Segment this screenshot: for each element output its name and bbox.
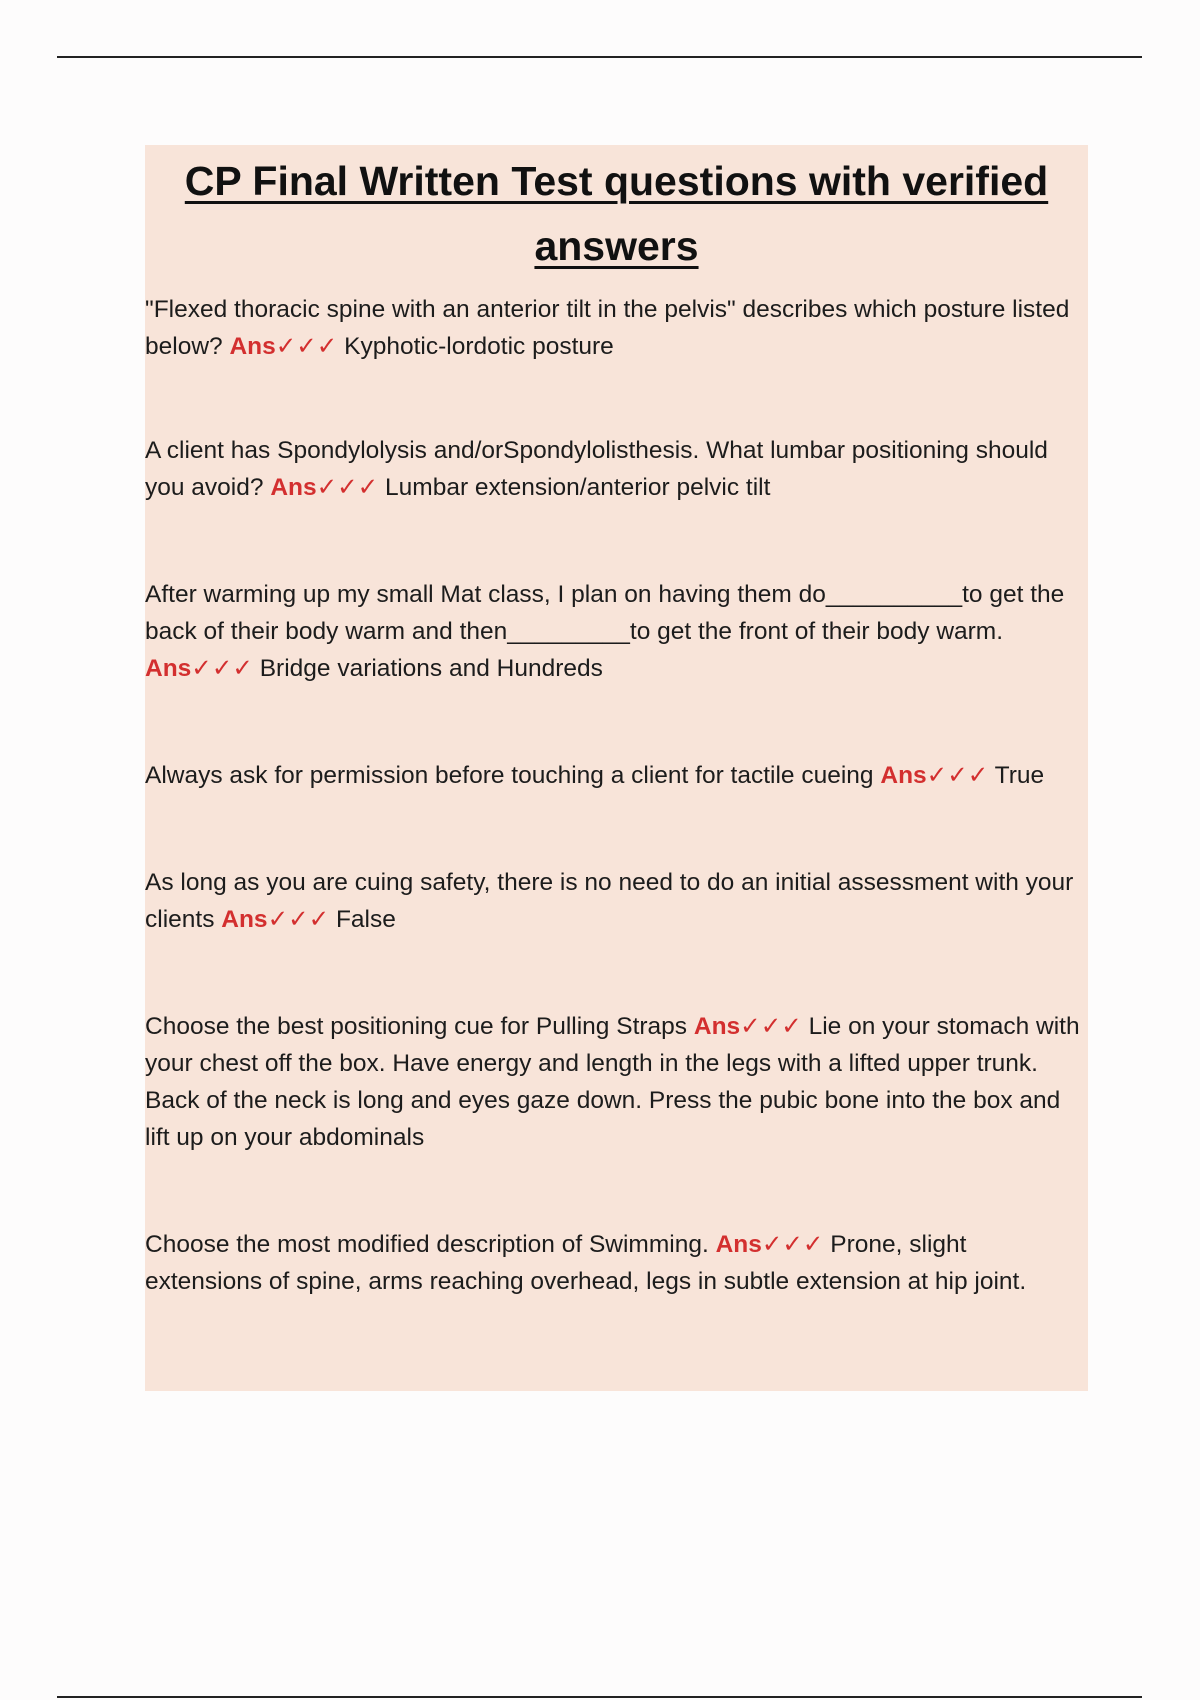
- answer-text: Prone, slight extensions of spine, arms reaching overhead, legs in subtle extension at hip joint.: [145, 1231, 1027, 1295]
- question-text: After warming up my small Mat class, I plan on having them do__________to get the back of their body warm and then_________to get the front of their body warm.: [145, 581, 1065, 645]
- answer-text: Lumbar extension/anterior pelvic tilt: [385, 474, 771, 501]
- answer-text: Lie on your stomach with your chest off the box. Have energy and length in the legs with a lifted upper trunk. Back of the neck is long and eyes gaze down. Press the pubic bone into the box and lift up on your abdominals: [145, 1013, 1080, 1151]
- check-icon: ✓✓✓: [191, 655, 253, 682]
- spacer: [145, 506, 1088, 576]
- answer-text: False: [335, 906, 396, 933]
- answer-text: Bridge variations and Hundreds: [259, 655, 603, 682]
- check-icon: ✓✓✓: [267, 906, 330, 933]
- check-icon: ✓✓✓: [740, 1013, 802, 1040]
- document-content: [145, 145, 1088, 1391]
- question-text: Always ask for permission before touching a client for tactile cueing: [145, 762, 874, 789]
- check-icon: ✓✓✓: [761, 1231, 824, 1258]
- spacer: [145, 687, 1088, 757]
- qa-item-1: [145, 291, 1088, 365]
- answer-marker: Ans: [229, 333, 276, 360]
- header-rule: [57, 56, 1142, 58]
- spacer: [145, 1156, 1088, 1226]
- question-text: A client has Spondylolysis and/orSpondylolisthesis. What lumbar positioning should you avoid?: [145, 437, 1048, 501]
- spacer: [145, 938, 1088, 1008]
- spacer: [145, 794, 1088, 864]
- question-text: Choose the best positioning cue for Pulling Straps: [145, 1013, 688, 1040]
- footer-rule: [57, 1696, 1142, 1698]
- check-icon: ✓✓✓: [316, 474, 379, 501]
- check-icon: ✓✓✓: [275, 333, 338, 360]
- qa-item-5: [145, 864, 1088, 938]
- answer-text: True: [994, 762, 1045, 789]
- answer-text: Kyphotic-lordotic posture: [344, 333, 614, 360]
- answer-marker: Ans: [221, 906, 268, 933]
- answer-marker: Ans: [715, 1231, 762, 1258]
- qa-item-6: [145, 1008, 1088, 1156]
- answer-marker: Ans: [270, 474, 317, 501]
- answer-marker: Ans: [880, 762, 927, 789]
- qa-item-2: [145, 432, 1088, 506]
- question-text: "Flexed thoracic spine with an anterior tilt in the pelvis" describes which posture listed below?: [145, 296, 1070, 360]
- qa-item-7: [145, 1226, 1088, 1300]
- document-title: CP Final Written Test questions with verified answers: [184, 158, 1049, 269]
- question-text: As long as you are cuing safety, there is no need to do an initial assessment with your clients: [145, 869, 1074, 933]
- answer-marker: Ans: [693, 1013, 741, 1040]
- check-icon: ✓✓✓: [926, 762, 989, 789]
- question-text: Choose the most modified description of Swimming.: [145, 1231, 709, 1258]
- spacer: [145, 365, 1088, 432]
- qa-item-4: [145, 757, 1088, 794]
- answer-marker: Ans: [145, 655, 192, 682]
- qa-item-3: [145, 576, 1088, 687]
